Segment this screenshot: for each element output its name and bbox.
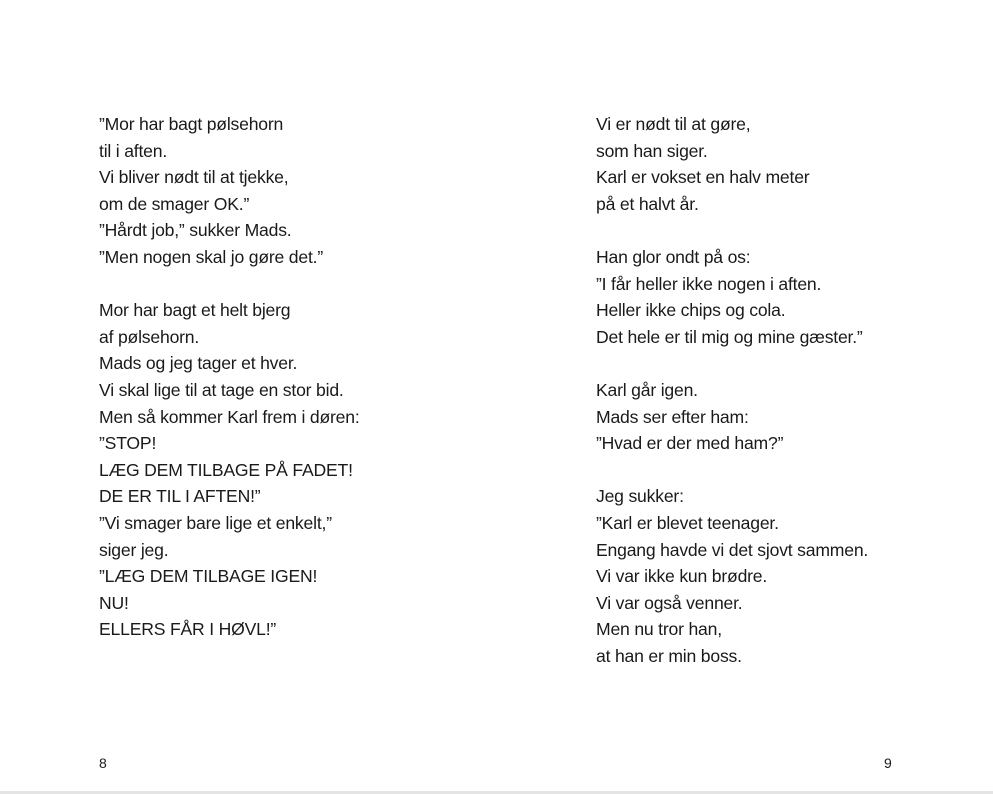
text-line: Vi bliver nødt til at tjekke, xyxy=(99,167,289,188)
text-line: Jeg sukker: xyxy=(596,486,684,507)
text-line: Mor har bagt et helt bjerg xyxy=(99,300,291,321)
text-line: ”Hvad er der med ham?” xyxy=(596,433,784,454)
text-line: som han siger. xyxy=(596,140,708,161)
text-line: om de smager OK.” xyxy=(99,193,250,214)
text-line: ELLERS FÅR I HØVL!” xyxy=(99,619,277,640)
left-page xyxy=(0,0,496,794)
text-line: Mads og jeg tager et hver. xyxy=(99,353,298,374)
right-page xyxy=(496,0,993,794)
stanza-break xyxy=(596,457,868,484)
text-line: på et halvt år. xyxy=(596,193,699,214)
text-line: at han er min boss. xyxy=(596,645,742,666)
text-line: siger jeg. xyxy=(99,539,169,560)
stanza-break xyxy=(596,350,868,377)
text-line: ”LÆG DEM TILBAGE IGEN! xyxy=(99,566,318,587)
text-line: Karl går igen. xyxy=(596,379,698,400)
page-number: 8 xyxy=(99,755,107,771)
text-line: Vi var også venner. xyxy=(596,592,743,613)
text-line: DE ER TIL I AFTEN!” xyxy=(99,486,261,507)
stanza-break xyxy=(596,217,868,244)
text-line: af pølsehorn. xyxy=(99,326,200,347)
left-page-text xyxy=(99,111,360,643)
text-line: Vi skal lige til at tage en stor bid. xyxy=(99,379,344,400)
text-line: ”I får heller ikke nogen i aften. xyxy=(596,273,822,294)
text-line: til i aften. xyxy=(99,140,168,161)
text-line: Mads ser efter ham: xyxy=(596,406,749,427)
text-line: Engang havde vi det sjovt sammen. xyxy=(596,539,869,560)
page-number: 9 xyxy=(884,755,892,771)
text-line: ”Mor har bagt pølsehorn xyxy=(99,114,284,134)
text-line: Men nu tror han, xyxy=(596,619,722,640)
text-line: ”STOP! xyxy=(99,433,157,454)
text-line: ”Karl er blevet teenager. xyxy=(596,512,779,533)
text-line: Han glor ondt på os: xyxy=(596,246,751,267)
text-line: Det hele er til mig og mine gæster.” xyxy=(596,326,863,347)
text-line: ”Vi smager bare lige et enkelt,” xyxy=(99,512,332,533)
text-line: Vi er nødt til at gøre, xyxy=(596,114,751,134)
text-line: NU! xyxy=(99,592,129,613)
text-line: Men så kommer Karl frem i døren: xyxy=(99,406,360,427)
right-page-text xyxy=(596,111,868,669)
text-line: ”Men nogen skal jo gøre det.” xyxy=(99,246,324,267)
text-line: LÆG DEM TILBAGE PÅ FADET! xyxy=(99,459,353,480)
text-line: ”Hårdt job,” sukker Mads. xyxy=(99,220,292,241)
text-line: Karl er vokset en halv meter xyxy=(596,167,810,188)
text-line: Heller ikke chips og cola. xyxy=(596,300,786,321)
text-line: Vi var ikke kun brødre. xyxy=(596,566,768,587)
stanza-break xyxy=(99,271,360,298)
